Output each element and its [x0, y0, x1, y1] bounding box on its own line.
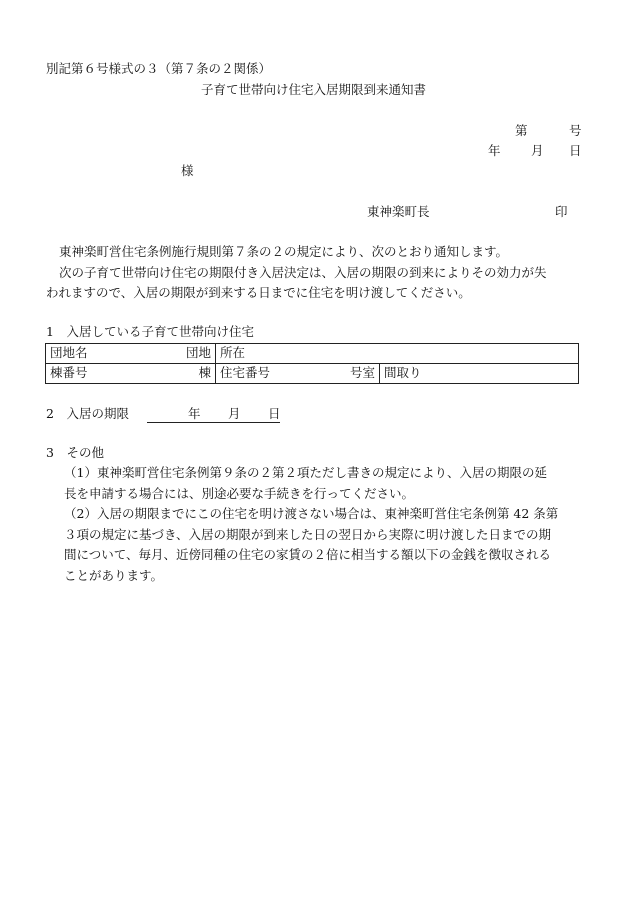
- date-day: 日: [569, 143, 582, 158]
- number-prefix: 第: [515, 123, 528, 138]
- building-label: 棟番号: [50, 365, 88, 381]
- deadline-month: 月: [228, 406, 241, 421]
- number-suffix: 号: [569, 123, 582, 138]
- table-row: [46, 364, 579, 384]
- building-unit: 棟: [198, 365, 211, 381]
- date-year: 年: [488, 143, 501, 158]
- unit-number-cell: [216, 364, 380, 384]
- unit-number-suffix: 号室: [349, 365, 375, 381]
- intro-line-3: われますので、入居の期限が到来する日までに住宅を明け渡してください。: [46, 285, 471, 300]
- document-title: 子育て世帯向け住宅入居期限到来通知書: [201, 82, 427, 97]
- other-item-1-line-2: 長を申請する場合には、別途必要な手続きを行ってください。: [64, 486, 415, 501]
- danchi-label: 団地名: [50, 345, 88, 361]
- layout-label: 間取り: [384, 365, 422, 381]
- intro-line-2: 次の子育て世帯向け住宅の期限付き入居決定は、入居の期限の到来によりその効力が失: [59, 265, 547, 280]
- other-item-1-line-1: （1）東神楽町営住宅条例第９条の２第２項ただし書きの規定により、入居の期限の延: [64, 465, 547, 480]
- table-row: [46, 344, 579, 364]
- building-cell: [46, 364, 216, 384]
- issuer-name: 東神楽町長: [367, 204, 430, 219]
- deadline-underline: [147, 408, 280, 423]
- other-item-2-line-3: 間について、毎月、近傍同種の住宅の家賃の２倍に相当する額以下の金銭を徴収される: [64, 547, 552, 562]
- deadline-day: 日: [268, 406, 281, 421]
- danchi-unit: 団地: [185, 345, 211, 361]
- intro-line-1: 東神楽町営住宅条例施行規則第７条の２の規定により、次のとおり通知します。: [59, 244, 509, 259]
- seal-mark: 印: [555, 204, 568, 219]
- danchi-cell: [46, 344, 216, 364]
- location-label: 所在: [220, 345, 246, 361]
- date-month: 月: [531, 143, 544, 158]
- addressee-suffix: 様: [181, 163, 194, 178]
- section-1-heading: 1 入居している子育て世帯向け住宅: [46, 324, 254, 339]
- location-cell: [216, 344, 579, 364]
- other-item-2-line-2: ３項の規定に基づき、入居の期限が到来した日の翌日から実際に明け渡した日までの期: [64, 527, 552, 542]
- unit-number-label: 住宅番号: [220, 365, 271, 381]
- housing-info-table: [45, 343, 579, 384]
- form-reference: 別記第６号様式の３（第７条の２関係）: [46, 61, 272, 76]
- section-2-heading: 2 入居の期限: [46, 406, 129, 421]
- section-3-heading: 3 その他: [46, 445, 104, 460]
- deadline-year: 年: [188, 406, 201, 421]
- other-item-2-line-4: ことがあります。: [64, 568, 164, 583]
- other-item-2-line-1: （2）入居の期限までにこの住宅を明け渡さない場合は、東神楽町営住宅条例第 42 条第: [64, 506, 559, 521]
- layout-cell: [380, 364, 579, 384]
